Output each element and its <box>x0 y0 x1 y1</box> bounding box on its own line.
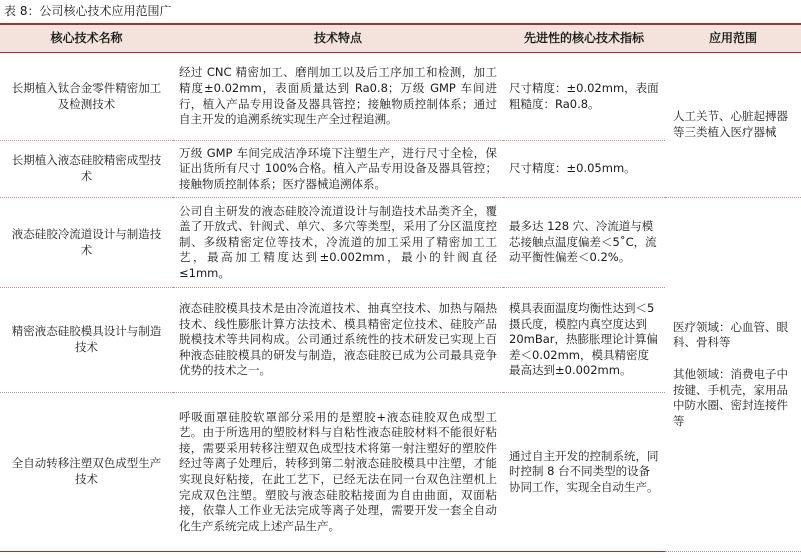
tech-name-cell: 液态硅胶冷流道设计与制造技术 <box>0 198 173 288</box>
table-caption: 表 8：公司核心技术应用范围广 <box>4 4 172 18</box>
tech-name-cell: 精密液态硅胶模具设计与制造技术 <box>0 288 173 393</box>
table-row <box>0 53 801 141</box>
header-tech-indicators: 先进性的核心技术指标 <box>503 24 665 53</box>
tech-indicators-cell: 尺寸精度：±0.05mm。 <box>503 141 665 198</box>
core-technology-table <box>0 23 801 552</box>
application-cell-implant: 人工关节、心脏起搏器等三类植入医疗器械 <box>665 53 801 198</box>
application-other-text: 其他领域：消费电子中按键、手机壳，家用品中防水圈、密封连接件等 <box>673 366 788 428</box>
tech-indicators-cell: 模具表面温度均衡性达到＜5 摄氏度，模腔内真空度达到 20mBar，热膨胀理论计算偏差＜0.02mm，模具精密度最高达到±0.002mm。 <box>503 288 665 393</box>
header-tech-name: 核心技术名称 <box>0 24 173 53</box>
tech-features-cell: 万级 GMP 车间完成洁净环境下注塑生产，进行尺寸全检，保证出货所有尺寸 100%合格。植入产品专用设备及器具管控；接触物质控制体系；医疗器械追溯体系。 <box>173 141 503 198</box>
table-row <box>0 198 801 288</box>
application-medical-text: 医疗领域：心血管、眼科、骨科等 <box>673 319 788 350</box>
tech-features-cell: 液态硅胶模具技术是由冷流道技术、抽真空技术、加热与隔热技术、线性膨胀计算方法技术、模具精密定位技术、硅胶产品脱模技术等共同构成。公司通过系统性的技术研发已实现上百种液态硅胶模具的研发与制造，液态硅胶已成为公司最具竞争优势的技术之一。 <box>173 288 503 393</box>
header-tech-features: 技术特点 <box>173 24 503 53</box>
tech-name-cell: 长期植入钛合金零件精密加工及检测技术 <box>0 53 173 141</box>
tech-features-cell: 经过 CNC 精密加工、磨削加工以及后工序加工和检测，加工精度±0.02mm，表面质量达到 Ra0.8；万级 GMP 车间进行，植入产品专用设备及器具管控；接触物质控制体系；通过自主开发的追溯系统实现生产全过程追溯。 <box>173 53 503 141</box>
tech-indicators-cell: 通过自主开发的控制系统，同时控制 8 台不同类型的设备协同工作，实现全自动生产。 <box>503 393 665 552</box>
tech-name-cell: 全自动转移注塑双色成型生产技术 <box>0 393 173 552</box>
tech-indicators-cell: 尺寸精度：±0.02mm，表面粗糙度：Ra0.8。 <box>503 53 665 141</box>
tech-indicators-cell: 最多达 128 穴、冷流道与模芯接触点温度偏差＜5˚C，流动平衡性偏差＜0.2%。 <box>503 198 665 288</box>
header-row <box>0 24 801 53</box>
application-cell-fields <box>665 198 801 552</box>
tech-features-cell: 呼吸面罩硅胶软罩部分采用的是塑胶+液态硅胶双色成型工艺。由于所选用的塑胶材料与自粘性液态硅胶材料不能很好粘接，需要采用转移注塑双色成型技术将第一射注塑好的塑胶件经过等离子处理后，转移到第二射液态硅胶模具中注塑，才能实现良好粘接，在此工艺下，已经无法在同一台双色注塑机上完成双色注塑。塑胶与液态硅胶粘接面为自由曲面，双面粘接，依靠人工作业无法完成等离子处理，需要开发一套全自动化生产系统完成上述产品生产。 <box>173 393 503 552</box>
header-application-scope: 应用范围 <box>665 24 801 53</box>
tech-features-cell: 公司自主研发的液态硅胶冷流道设计与制造技术品类齐全，覆盖了开放式、针阀式、单穴、多穴等类型，采用了分区温度控制、多级精密定位等技术，冷流道的加工采用了精密加工工艺，最高加工精度达到±0.002mm，最小的针阀直径≤1mm。 <box>173 198 503 288</box>
tech-name-cell: 长期植入液态硅胶精密成型技术 <box>0 141 173 198</box>
